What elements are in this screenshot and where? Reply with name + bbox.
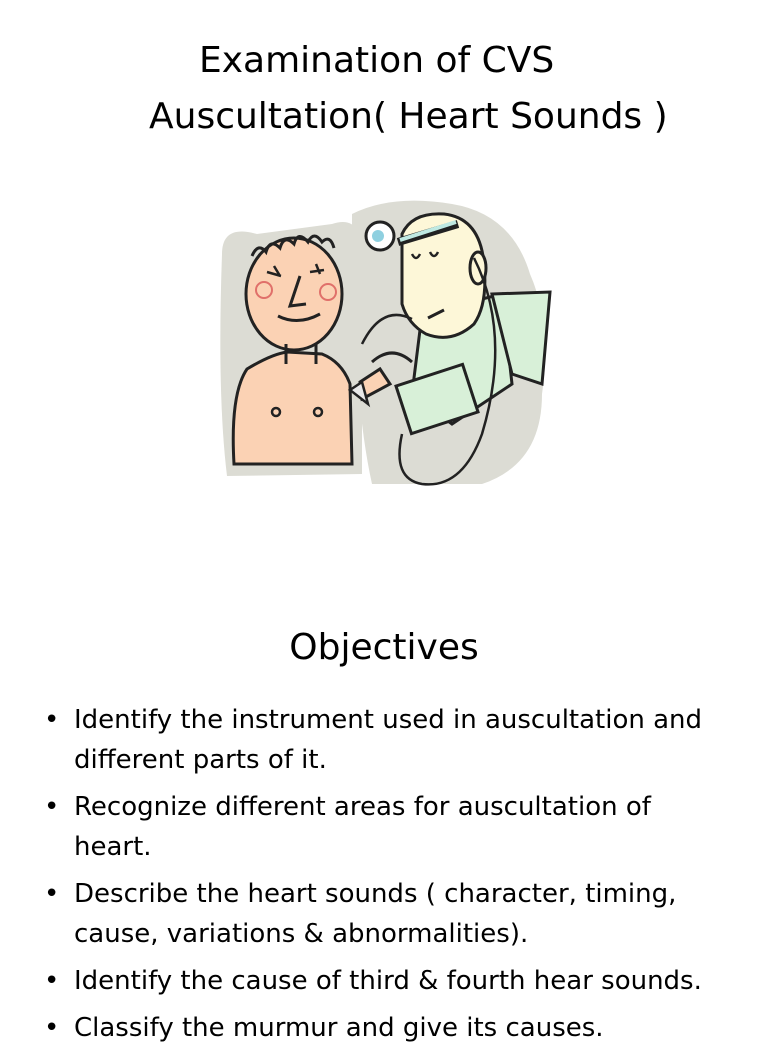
bullet-icon: •: [44, 879, 60, 909]
slide-objectives: [0, 600, 768, 1043]
bullet-icon: •: [44, 1013, 60, 1043]
list-item: • Recognize different areas for auscultation of heart.: [44, 787, 734, 867]
bullet-icon: •: [44, 705, 60, 735]
list-item: • Classify the murmur and give its causes.: [44, 1008, 734, 1048]
list-item: • Identify the cause of third & fourth hear sounds.: [44, 961, 734, 1001]
objectives-heading: Objectives: [289, 627, 479, 668]
list-item: • Identify the instrument used in auscultation and different parts of it.: [44, 700, 734, 780]
doctor-patient-illustration: [212, 194, 572, 494]
bullet-icon: •: [44, 966, 60, 996]
list-item: • Describe the heart sounds ( character, timing, cause, variations & abnormalities).: [44, 874, 734, 954]
objectives-list: [44, 700, 734, 1055]
title-line-1: Examination of CVS: [199, 40, 555, 81]
bullet-icon: •: [44, 792, 60, 822]
title-line-2: Auscultation( Heart Sounds ): [149, 96, 668, 137]
